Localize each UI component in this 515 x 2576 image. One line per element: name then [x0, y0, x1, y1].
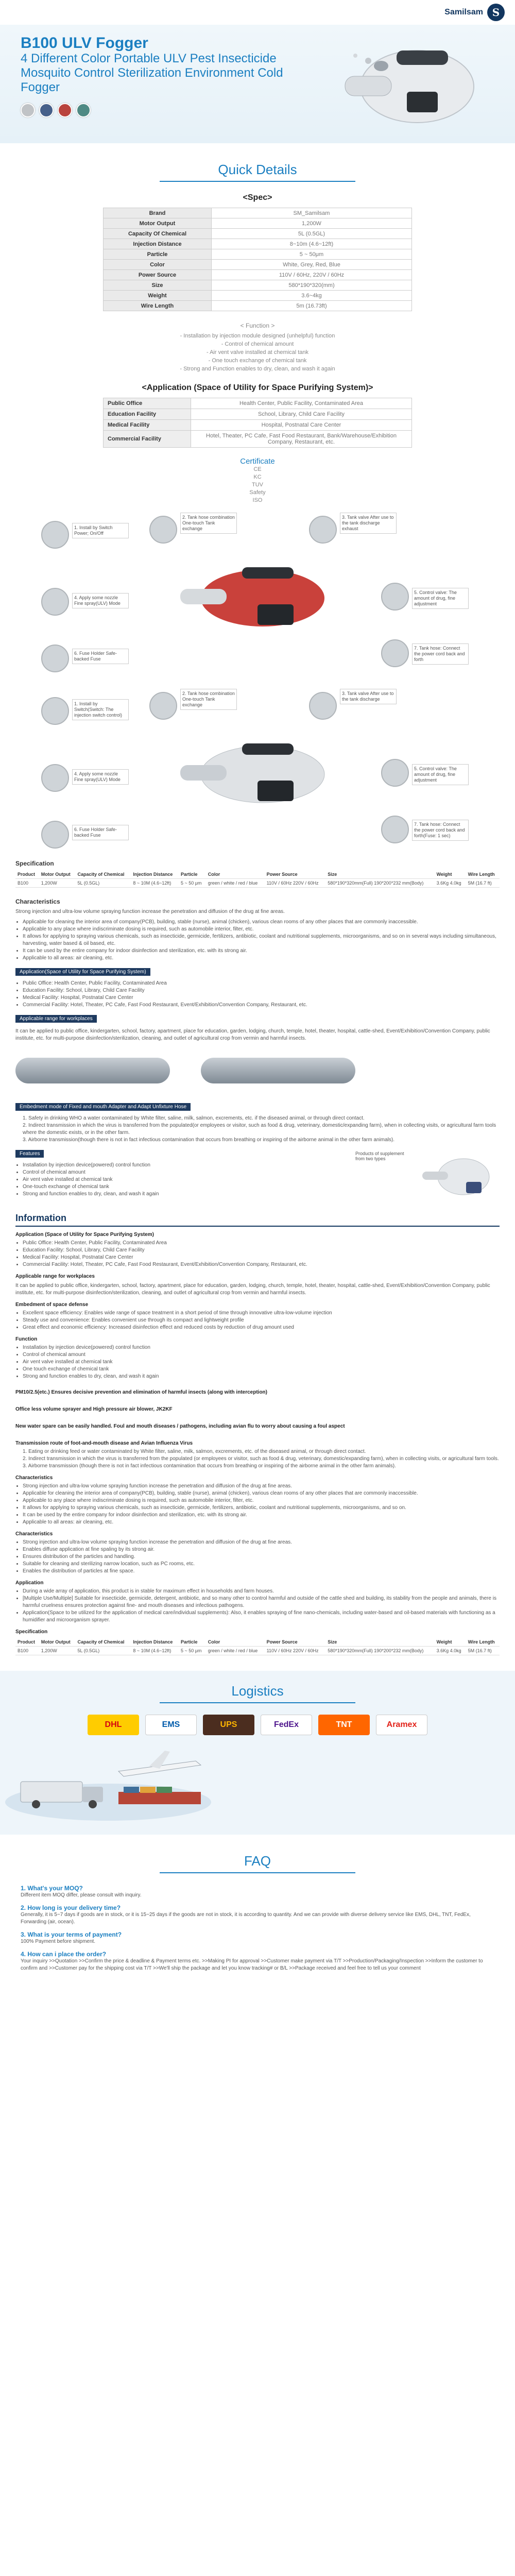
table-row [104, 239, 412, 249]
list-item: • Application(Space to be utilized for the application of medical care/individual supplements): Also, it enables spraying of fine nano-chemicals, including water-based and oil-based materials with functioning as a humidifier and microorganism sprayer. [23, 1609, 500, 1624]
certificate-item: KC [253, 474, 262, 480]
table-cell: 5M (16.7 ft) [466, 1647, 500, 1655]
list-item: 3. Airborne transmission(though there is not in fact infectious contamination that occurs from breathing or inspiring of the airborne animal in the other farm animals). [23, 1137, 395, 1143]
column-header: Capacity of Chemical [76, 1638, 131, 1647]
nozzle-image [15, 1058, 170, 1083]
table-row [104, 229, 412, 239]
table-cell: 5M (16.7 ft) [466, 879, 500, 888]
table-cell: 5L (0.5GL) [76, 879, 131, 888]
table-row [104, 420, 412, 431]
table-cell: 110V / 60Hz 220V / 60Hz [265, 879, 326, 888]
column-header: Size [325, 1638, 434, 1647]
nozzle-caption: Embedment mode of Fixed and mouth Adapter and Adapt Unfixture Hose [15, 1103, 191, 1111]
info-heading: Embedment of space defense [15, 1302, 89, 1308]
info-heading: Specification [15, 1629, 48, 1635]
list-item: • Control of chemical amount [23, 1351, 500, 1359]
column-header: Weight [435, 1638, 466, 1647]
spec-value: 5L (0.5GL) [212, 229, 412, 239]
table-row [104, 301, 412, 311]
list-item: • [Multiple Use/Multiple] Suitable for insecticide, germicide, detergent, antibiotic, and so many other to control harmful and outside of the cattle shed and building, its stability from the people and animals, there is harmful cruelness ensures protection against fine- and mouth diseases and infectious pathogens. [23, 1595, 500, 1609]
table-row [104, 260, 412, 270]
table-row [104, 280, 412, 291]
list-item: 1. Safety in drinking WHO a water contaminated by White filter, saline, milk, salmon, excrements, etc. if the diseased animal, or through direct contact. [23, 1115, 365, 1121]
table-row [104, 270, 412, 280]
function-list [0, 321, 515, 373]
faq-item [21, 1951, 494, 1972]
table-row [15, 1647, 500, 1655]
spec-value: 5 ~ 50μm [212, 249, 412, 260]
column-header: Color [206, 1638, 265, 1647]
spec-key: Weight [104, 291, 212, 301]
info-heading: Application [15, 1580, 44, 1586]
table-row [104, 291, 412, 301]
table-header-row [15, 870, 500, 879]
workplace-tag: Applicable range for workplaces [15, 1015, 97, 1023]
color-swatch-green[interactable] [76, 103, 91, 117]
table-cell: 580*190*320mm(Full) 190*200*232 mm(Body) [325, 1647, 434, 1655]
detail-photo [41, 821, 69, 849]
diagram-label: 6. Fuse Holder Safe-backed Fuse [72, 649, 129, 664]
detail-photo [41, 697, 69, 725]
list-item: • Installation by injection device(powered) control function [23, 1162, 324, 1169]
column-header: Motor Output [39, 1638, 76, 1647]
table-cell: green / white / red / blue [206, 1647, 265, 1655]
list-item: • Strong injection and ultra-low volume spraying function increase the penetration and diffusion of the drug at fine areas. [23, 1539, 500, 1546]
diagram-label: 4. Apply some nozzle Fine spray(ULV) Mode [72, 769, 129, 785]
app-key: Education Facility [104, 409, 191, 420]
app-value: School, Library, Child Care Facility [191, 409, 412, 420]
list-item: • Medical Facility: Hospital, Postnatal Care Center [23, 994, 500, 1002]
column-header: Particle [179, 870, 206, 879]
info-heading: Application (Space of Utility for Space Purifying System) [15, 1232, 154, 1238]
info-heading: Applicable range for workplaces [15, 1274, 95, 1279]
detail-photo [309, 692, 337, 720]
faq-question: 3. What is your terms of payment? [21, 1931, 122, 1938]
list-item: • Strong and function enables to dry, clean, and wash it again [23, 1373, 500, 1380]
features-block [0, 1146, 515, 1208]
page-footer-space [0, 1977, 515, 2008]
faq-item [21, 1885, 494, 1899]
features-tag: Features [15, 1150, 44, 1158]
list-item: • It can be used by the entire company for indoor disinfection and sterilization, etc. with its strong air. [23, 1512, 500, 1519]
column-header: Injection Distance [131, 870, 179, 879]
color-swatch-grey[interactable] [21, 103, 35, 117]
dhl-logo: DHL [88, 1715, 139, 1735]
product-subtitle: 4 Different Color Portable ULV Pest Insecticide Mosquito Control Sterilization Environment Cold Fogger [21, 52, 283, 94]
spec-key: Brand [104, 208, 212, 218]
diagram-label: 5. Control valve: The amount of drug, fine adjustment [412, 764, 469, 785]
transmission-list [15, 1115, 500, 1144]
divider [160, 181, 355, 182]
diagram-label: 4. Apply some nozzle Fine spray(ULV) Mode [72, 593, 129, 608]
faq-question: 4. How can i place the order? [21, 1951, 107, 1958]
column-header: Wire Length [466, 1638, 500, 1647]
detail-photo [149, 516, 177, 544]
features-list [15, 1162, 324, 1198]
diagram-label: 2. Tank hose combination One-touch Tank exchange [180, 689, 237, 710]
info-heading: Characteristics [15, 1531, 53, 1537]
application-table [103, 398, 412, 448]
info-heading: Transmission route of foot-and-mouth disease and Avian Influenza Virus [15, 1440, 193, 1446]
list-item: • Commercial Facility: Hotel, Theater, PC Cafe, Fast Food Restaurant, Event/Exhibition/Convention Company, Restaurant, etc. [23, 1261, 500, 1268]
table-cell: 5L (0.5GL) [76, 1647, 131, 1655]
list-item: • Applicable for cleaning the interior area of company(PCB), building, stable (nurse), animal (chicken), various clean rooms of any other places that are commonly inaccessible. [23, 919, 500, 926]
list-item: • Applicable to all areas: air cleaning, etc. [23, 1519, 500, 1526]
list-item: • Strong and function enables to dry, clean, and wash it again [23, 1191, 324, 1198]
aramex-logo: Aramex [376, 1715, 427, 1735]
spec-table [103, 208, 412, 311]
spec-value: White, Grey, Red, Blue [212, 260, 412, 270]
diagram-label: 1. Install by Switch(Switch: The injection switch control) [72, 699, 129, 720]
list-item: • Applicable for cleaning the interior area of company(PCB), building, stable (nurse), animal (chicken), various clean rooms of any other places that are commonly inaccessible. [23, 1490, 500, 1497]
list-item: • Medical Facility: Hospital, Postnatal Care Center [23, 1254, 500, 1261]
function-item: - Strong and Function enables to dry, clean, and wash it again [180, 366, 335, 372]
table-row [104, 208, 412, 218]
nozzle-images [15, 1047, 500, 1094]
list-item: • Commercial Facility: Hotel, Theater, PC Cafe, Fast Food Restaurant, Event/Exhibition/Convention Company, Restaurant, etc. [23, 1002, 500, 1009]
application-header: <Application (Space of Utility for Space Purifying System)> [142, 383, 373, 392]
list-item: 2. Indirect transmission in which the virus is transferred from the populated(or employees or visitor, such as food & drug, veterinary, domestic/expanding farm), when in collecting visits, or agricultural farm tools where the domestic exists, or in the other farm. [23, 1123, 496, 1136]
faq-question: 2. How long is your delivery time? [21, 1904, 121, 1911]
carrier-logos [77, 1715, 438, 1735]
specification-title: Specification [15, 860, 54, 867]
characteristics-list [15, 919, 500, 962]
logistics-title: Logistics [231, 1683, 284, 1699]
function-item: - Control of chemical amount [221, 341, 294, 347]
list-item: • Steady use and convenience: Enables convenient use through its compact and lightweight profile [23, 1317, 500, 1324]
spec-key: Motor Output [104, 218, 212, 229]
logistics-section [0, 1671, 515, 1835]
certificate-item: CE [253, 466, 262, 472]
column-header: Motor Output [39, 870, 76, 879]
list-item: • One touch exchange of chemical tank [23, 1366, 500, 1373]
certificate-title: Certificate [240, 457, 275, 466]
brand-name: Samilsam [444, 8, 483, 16]
list-item: • Applicable to any place where indiscriminate dosing is required, such as automobile interior, filter, etc. [23, 926, 500, 933]
certificate-item: ISO [252, 497, 263, 503]
spec-key: Injection Distance [104, 239, 212, 249]
info-paragraph: It can be applied to public office, kindergarten, school, factory, apartment, place for education, garden, lodging, church, temple, hotel, theater, hospital, cattle-shed, Event/Exhibition/Convention Company, public institute, etc. for multi-purpose disinfection/sterilization, cleaning, and outlet of agricultural crop from vermin and harmful insects. [15, 1283, 490, 1296]
list-item: • It allows for applying to spraying various chemicals, such as insecticide, germicide, fertilizers, antibiotic, coolant and nutritional supplements, microorganisms, and so on. [23, 1504, 500, 1512]
divider [160, 1702, 355, 1703]
certificate-list [0, 466, 515, 504]
inset-caption: Products of supplement from two types [355, 1151, 404, 1161]
quick-details-title: Quick Details [218, 162, 297, 177]
faq-item [21, 1931, 494, 1945]
list-item: • During a wide array of application, this product is in stable for maximum effect in households and farm houses. [23, 1588, 500, 1595]
table-cell: 3.6Kg 4.0kg [435, 1647, 466, 1655]
list-item: • Ensures distribution of the particles and handling. [23, 1553, 500, 1561]
spec-value: 3.6~4kg [212, 291, 412, 301]
table-cell: 5 ~ 50 μm [179, 1647, 206, 1655]
list-item: • Control of chemical amount [23, 1169, 324, 1176]
detail-photo [309, 516, 337, 544]
spec-key: Capacity Of Chemical [104, 229, 212, 239]
top-bar [0, 0, 515, 25]
column-header: Power Source [265, 870, 326, 879]
table-cell: green / white / red / blue [206, 879, 265, 888]
info-heading: Function [15, 1336, 38, 1342]
fogger-grey-image [175, 733, 340, 810]
diagram-label: 7. Tank hose: Connect the power cord back and forth(Fuse: 1 sec) [412, 820, 469, 841]
list-item: • Air vent valve installed at chemical tank [23, 1176, 324, 1183]
diagram-label: 3. Tank valve After use to the tank discharge [340, 689, 397, 704]
nozzle-image [201, 1058, 355, 1083]
list-item: • Strong injection and ultra-low volume spraying function increase the penetration and diffusion of the drug at fine areas. [23, 1483, 500, 1490]
logistics-illustration [0, 1740, 216, 1823]
spec-value: 5m (16.73ft) [212, 301, 412, 311]
list-item: • Education Facility: School, Library, Child Care Facility [23, 1247, 500, 1254]
list-item: • Installation by injection device(powered) control function [23, 1344, 500, 1351]
column-header: Product [15, 1638, 39, 1647]
fedex-logo: FedEx [261, 1715, 312, 1735]
diagram-label: 5. Control valve: The amount of drug, fine adjustment [412, 588, 469, 609]
table-row [104, 409, 412, 420]
divider [15, 1226, 500, 1227]
workplace-text: It can be applied to public office, kindergarten, school, factory, apartment, place for education, garden, lodging, church, temple, hotel, theater, hospital, cattle-shed, Event/Exhibition/Convention Company, public institute, etc. for multi-purpose disinfection/sterilization, cleaning, and outlet of agricultural crop from vermin and harmful insects. [15, 1028, 490, 1041]
table-cell: B100 [15, 879, 39, 888]
app-value: Hotel, Theater, PC Cafe, Fast Food Restaurant, Bank/Warehouse/Exhibition Company, Restaurant, etc. [191, 431, 412, 448]
ups-logo: UPS [203, 1715, 254, 1735]
faq-answer: Generally, it is 5~7 days if goods are in stock, or it is 15~25 days if the goods are not in stock, it is according to quantity. And we can provide with diverse delivery service like EMS, DHL, TNT, FedEx, Forwarding (air, ocean). [21, 1912, 471, 1925]
app-key: Medical Facility [104, 420, 191, 431]
certificate-item: TUV [252, 482, 263, 488]
info-list [15, 1240, 500, 1268]
list-item: • Public Office: Health Center, Public Facility, Contaminated Area [23, 1240, 500, 1247]
spec-key: Particle [104, 249, 212, 260]
product-model: B100 ULV Fogger [21, 35, 148, 52]
tnt-logo: TNT [318, 1715, 370, 1735]
detail-photo [41, 645, 69, 672]
application-tag: Application(Space of Utility for Space Purifying System) [15, 968, 150, 976]
table-cell: 3.6Kg 4.0kg [435, 879, 466, 888]
list-item: • Enables diffuse application at fine spaling by its strong air. [23, 1546, 500, 1553]
detail-photo [381, 816, 409, 843]
info-list [15, 1539, 500, 1575]
faq-title: FAQ [244, 1853, 271, 1869]
table-cell: 8 ~ 10M (4.6~12ft) [131, 879, 179, 888]
table-row [104, 218, 412, 229]
specification-table-2 [15, 1638, 500, 1655]
table-row [104, 431, 412, 448]
app-value: Health Center, Public Facility, Contaminated Area [191, 398, 412, 409]
info-heading: Office less volume sprayer and High pressure air blower, JK2KF [15, 1406, 173, 1412]
column-header: Capacity of Chemical [76, 870, 131, 879]
list-item: • Great effect and economic efficiency: Increased disinfection effect and reduced costs by reduction of drug amount used [23, 1324, 500, 1331]
spec-key: Color [104, 260, 212, 270]
table-cell: 580*190*320mm(Full) 190*200*232 mm(Body) [325, 879, 434, 888]
parts-diagram-red [21, 511, 494, 681]
app-value: Hospital, Postnatal Care Center [191, 420, 412, 431]
info-list [15, 1483, 500, 1526]
list-item: • Suitable for cleaning and sterilizing narrow location, such as PC rooms, etc. [23, 1561, 500, 1568]
list-item: • Public Office: Health Center, Public Facility, Contaminated Area [23, 980, 500, 987]
list-item: • Applicable to any place where indiscriminate dosing is required, such as automobile interior, filter, etc. [23, 1497, 500, 1504]
faq-answer: Your inquiry >>Quotation >>Confirm the price & deadline & Payment terms etc. >>Making PI for approval >>Customer make payment via T/T >>Production/Packaging/Inspection >>Inform the customer to confirm and >>Customer pay for the shipping cost via T/T >>We'll ship the package and let you know tracking# or B/L >>Package received and feel free to tell us your comment [21, 1958, 483, 1971]
table-row [104, 249, 412, 260]
list-item: 2. Indirect transmission in which the virus is transferred from the populated (or employees or visitor, such as food & drug, veterinary, domestic/expanding farm), when in collecting visits, or agricultural farm tools. [23, 1456, 499, 1462]
fogger-product-image [330, 30, 484, 133]
faq-item [21, 1904, 494, 1926]
characteristics-intro: Strong injection and ultra-low volume spraying function increase the penetration and diffusion of the drug at fine areas. [15, 909, 285, 914]
table-cell: 110V / 60Hz 220V / 60Hz [265, 1647, 326, 1655]
list-item: • One-touch exchange of chemical tank [23, 1183, 324, 1191]
column-header: Color [206, 870, 265, 879]
color-swatch-blue[interactable] [39, 103, 54, 117]
spec-value: 580*190*320(mm) [212, 280, 412, 291]
table-cell: 5 ~ 50 μm [179, 879, 206, 888]
info-heading: PM10/2.5(etc.) Ensures decisive prevention and elimination of harmful insects (along with interception) [15, 1389, 267, 1395]
list-item: • Excellent space efficiency: Enables wide range of space treatment in a short period of time through innovative ultra-low-volume injection [23, 1310, 500, 1317]
function-title: < Function > [240, 322, 275, 329]
diagram-label: 3. Tank valve After use to the tank discharge exhaust [340, 513, 397, 534]
information-title: Information [15, 1213, 66, 1223]
table-cell: 1,200W [39, 1647, 76, 1655]
list-item: • Education Facility: School, Library, Child Care Facility [23, 987, 500, 994]
info-list [15, 1344, 500, 1380]
column-header: Weight [435, 870, 466, 879]
app-key: Commercial Facility [104, 431, 191, 448]
list-item: • Enables the distribution of particles at fine space. [23, 1568, 500, 1575]
column-header: Wire Length [466, 870, 500, 879]
column-header: Power Source [265, 1638, 326, 1647]
spec-value: 110V / 60Hz, 220V / 60Hz [212, 270, 412, 280]
faq-answer: 100% Payment before shipment. [21, 1939, 96, 1944]
column-header: Product [15, 870, 39, 879]
detail-photo [149, 692, 177, 720]
spec-value: 1,200W [212, 218, 412, 229]
function-item: - One touch exchange of chemical tank [208, 358, 307, 364]
table-row [104, 398, 412, 409]
list-item: • Applicable to all areas: air cleaning, etc. [23, 955, 500, 962]
list-item: • It allows for applying to spraying various chemicals, such as insecticide, germicide, fertilizers, antibiotic, coolant and nutritional supplements, microorganisms, and so on in several ways including simultaneous, harvesting, water based & oil based, etc. [23, 933, 500, 947]
diagram-label: 2. Tank hose combination One-touch Tank exchange [180, 513, 237, 534]
ems-logo: EMS [145, 1715, 197, 1735]
list-item: 1. Eating or drinking feed or water contaminated by White filter, saline, milk, salmon, excrements, etc. of the diseased animal, or through direct contact. [23, 1449, 366, 1454]
spec-key: Wire Length [104, 301, 212, 311]
spec-header: <Spec> [243, 193, 272, 202]
table-row [15, 879, 500, 888]
column-header: Size [325, 870, 434, 879]
info-list [15, 1310, 500, 1331]
table-header-row [15, 1638, 500, 1647]
characteristics-title: Characteristics [15, 898, 60, 905]
faq-question: 1. What's your MOQ? [21, 1885, 83, 1892]
column-header: Injection Distance [131, 1638, 179, 1647]
function-item: - Installation by injection module designed (unhelpful) function [180, 333, 335, 339]
spec-value: 8~10m (4.6~12ft) [212, 239, 412, 249]
diagram-label: 1. Install by Switch Power; On/Off [72, 523, 129, 538]
parts-diagram-grey [21, 687, 494, 857]
detail-photo [41, 764, 69, 792]
specification-table [15, 870, 500, 888]
application-list [15, 980, 500, 1009]
brand-logo-icon: S [487, 4, 505, 21]
spec-key: Size [104, 280, 212, 291]
detail-photo [381, 583, 409, 611]
info-list [15, 1588, 500, 1624]
list-item: • Air vent valve installed at chemical tank [23, 1359, 500, 1366]
detail-photo [381, 759, 409, 787]
info-list [15, 1448, 500, 1470]
spec-key: Power Source [104, 270, 212, 280]
info-heading: New water spare can be easily handled. Foul and mouth diseases / pathogens, including avian flu to worry about causing a foul aspect [15, 1423, 345, 1429]
divider [160, 1872, 355, 1873]
table-cell: 8 ~ 10M (4.6~12ft) [131, 1647, 179, 1655]
certificate-item: Safety [249, 489, 266, 496]
diagram-label: 7. Tank hose: Connect the power cord back and forth [412, 643, 469, 665]
spec-value: SM_Samilsam [212, 208, 412, 218]
function-item: - Air vent valve installed at chemical tank [206, 349, 309, 355]
table-cell: B100 [15, 1647, 39, 1655]
detail-photo [41, 588, 69, 616]
app-key: Public Office [104, 398, 191, 409]
list-item: • It can be used by the entire company for indoor disinfection and sterilization, etc. with its strong air. [23, 947, 500, 955]
faq-answer: Different item MOQ differ, please consult with inquiry. [21, 1892, 142, 1898]
color-swatch-red[interactable] [58, 103, 72, 117]
hero-section [0, 25, 515, 143]
diagram-label: 6. Fuse Holder Safe-backed Fuse [72, 825, 129, 840]
fogger-red-image [175, 557, 340, 634]
table-cell: 1,200W [39, 879, 76, 888]
detail-photo [41, 521, 69, 549]
info-heading: Characteristics [15, 1475, 53, 1481]
detail-photo [381, 639, 409, 667]
list-item: 3. Airborne transmission (though there is not in fact infectious contamination that occurs from breathing or inspiring of the airborne animal in the other farm animals). [23, 1463, 396, 1469]
fogger-inset-image [417, 1146, 494, 1202]
column-header: Particle [179, 1638, 206, 1647]
brand[interactable] [444, 4, 505, 21]
